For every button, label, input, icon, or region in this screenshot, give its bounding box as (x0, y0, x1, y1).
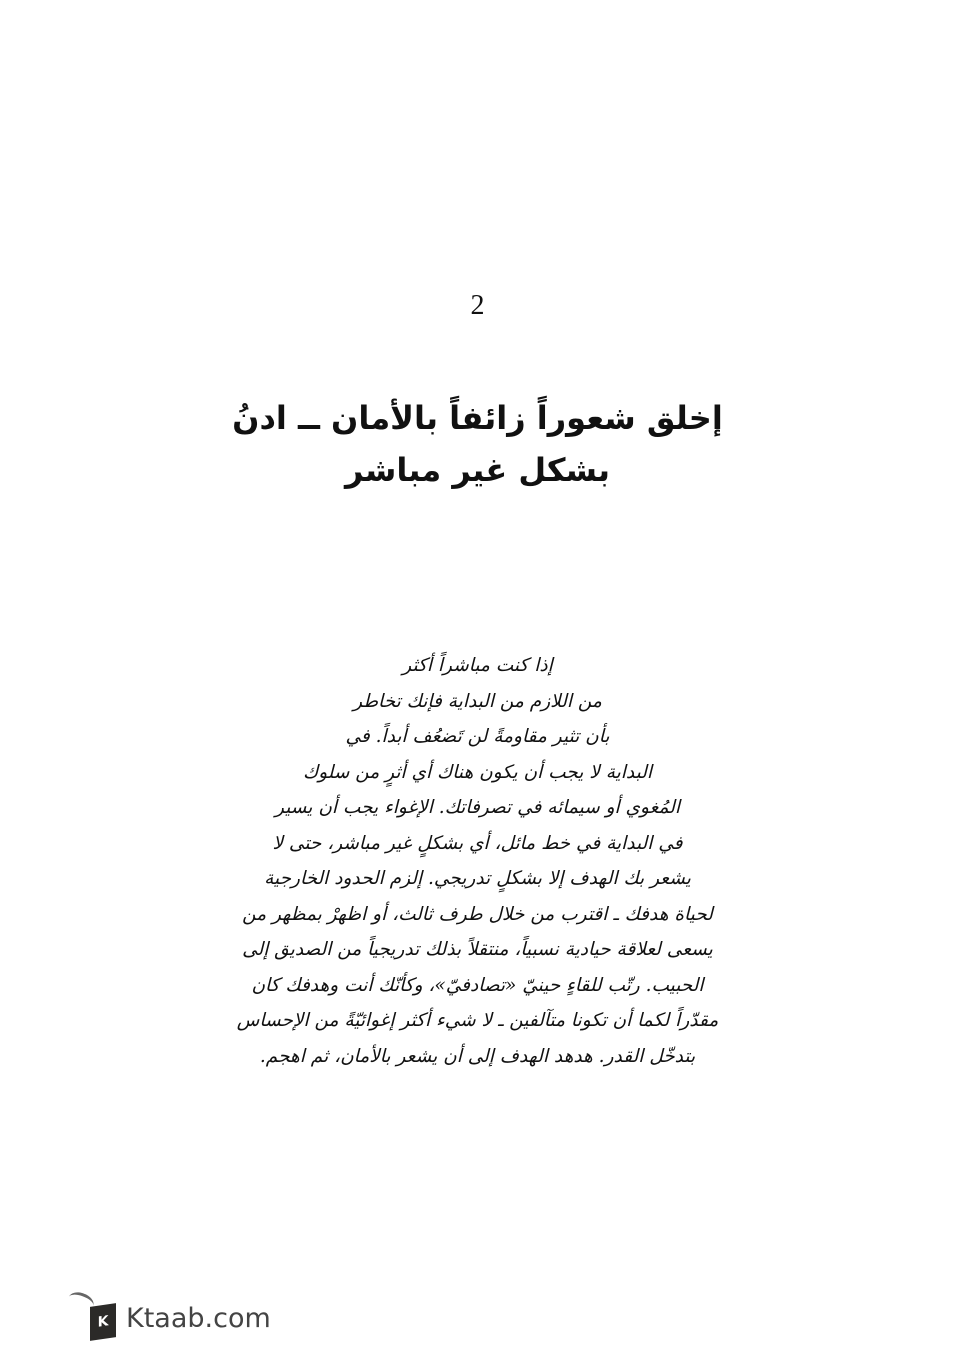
body-paragraph (190, 648, 765, 1074)
body-line: بأن تثير مقاومةً لن تَضعُف أبداً. في (345, 726, 610, 747)
logo-letter: K (97, 1313, 109, 1331)
chapter-title (0, 392, 955, 496)
body-line: يشعر بك الهدف إلا بشكلٍ تدريجي. إلزم الحدود الخارجية (264, 868, 691, 889)
body-line: إذا كنت مباشراً أكثر (402, 655, 553, 676)
body-line: يسعى لعلاقة حيادية نسبياً، منتقلاً بذلك تدريجياً من الصديق إلى (242, 939, 713, 960)
body-line: مقدّراً لكما أن تكونا متآلفين ـ لا شيء أكثر إغوائيّةً من الإحساس (236, 1010, 719, 1031)
body-line: المُغوي أو سيمائه في تصرفاتك. الإغواء يجب أن يسير (275, 797, 680, 818)
chapter-title-line-1: إخلق شعوراً زائفاً بالأمان ــ ادنُ (232, 399, 723, 437)
body-line: البداية لا يجب أن يكون هناك أي أثرٍ من سلوك (302, 761, 652, 783)
chapter-title-line-2: بشكل غير مباشر (344, 451, 611, 489)
book-logo-icon (62, 1293, 120, 1343)
logo-text: Ktaab.com (126, 1302, 271, 1334)
body-line: لحياة هدفك ـ اقترب من خلال طرف ثالث، أو اظهرْ بمظهر من (242, 903, 713, 925)
body-line: بتدخّل القدر. هدهد الهدف إلى أن يشعر بالأمان، ثم اهجم. (259, 1045, 696, 1067)
book-cover-icon (90, 1303, 116, 1341)
body-line: من اللازم من البداية فإنك تخاطر (353, 690, 602, 712)
ktaab-logo (62, 1293, 271, 1343)
body-line: في البداية في خط مائل، أي بشكلٍ غير مباشر، حتى لا (272, 832, 683, 854)
body-line: الحبيب. رتّب للقاءٍ حينيّ «تصادفيّ»، وكأنّك أنت وهدفك كان (251, 974, 704, 996)
page-number: 2 (470, 290, 485, 321)
